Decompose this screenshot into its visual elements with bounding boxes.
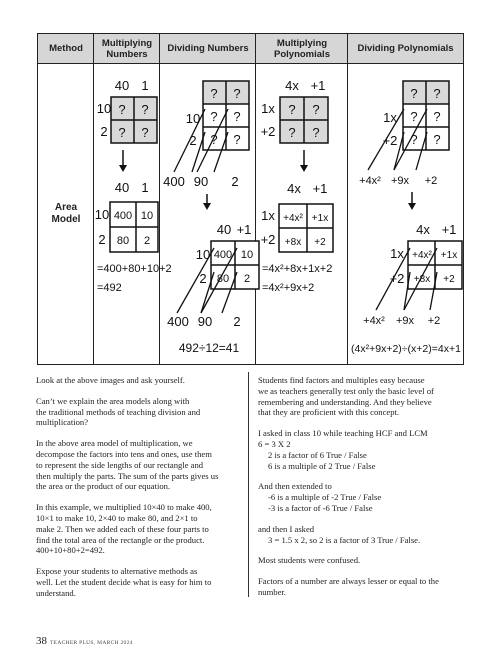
div-numbers-diagram <box>163 81 259 355</box>
row-header: 1x <box>390 246 404 261</box>
paragraph <box>36 438 241 492</box>
unknown-cell: ? <box>141 102 149 117</box>
row-label-area-model: Area Model <box>51 202 81 225</box>
area-model-figure <box>37 33 464 365</box>
col-header: +1 <box>310 78 326 93</box>
result-cell: +2 <box>314 237 326 248</box>
dividend-part: +9x <box>395 315 415 327</box>
unknown-cell: ? <box>118 102 126 117</box>
text-line: 3 = 1.5 x 2, so 2 is a factor of 3 True / False. <box>268 534 421 545</box>
unknown-cell: ? <box>233 132 241 147</box>
paragraph <box>258 375 468 418</box>
dividend-part: +2 <box>427 315 441 327</box>
unknown-cell: ? <box>210 109 218 124</box>
unknown-cell: ? <box>410 132 418 147</box>
text-line: we as teachers generally test only the basic level of <box>258 385 434 396</box>
text-line: multiplication? <box>36 417 89 428</box>
header-multiplying-numbers: Multiplying Numbers <box>94 34 160 64</box>
row-header: +2 <box>382 133 398 148</box>
unknown-cell: ? <box>118 125 126 140</box>
text-line: 400+10+80+2=492. <box>36 545 105 556</box>
area-model-diagrams <box>38 34 465 366</box>
row-header: 10 <box>195 247 211 262</box>
row-header: +2 <box>260 124 276 139</box>
div-poly-diagram <box>351 81 462 355</box>
col-header: +1 <box>236 222 252 237</box>
text-line: I asked in class 10 while teaching HCF and LCM <box>258 428 428 439</box>
result-cell: 400 <box>113 210 133 222</box>
dividend-part: +4x² <box>363 315 385 327</box>
sum-line: =4x²+8x+1x+2 <box>262 263 333 275</box>
text-line: Look at the above images and ask yourself. <box>36 375 185 385</box>
sum-line: =400+80+10+2 <box>97 263 172 275</box>
text-line: number. <box>258 586 286 597</box>
text-line: and then I asked <box>258 523 315 534</box>
text-line: And then extended to <box>258 481 332 492</box>
header-method: Method <box>38 34 94 64</box>
paragraph <box>258 576 468 598</box>
unknown-cell: ? <box>410 109 418 124</box>
unknown-cell: ? <box>312 102 320 117</box>
col-header: +1 <box>441 222 457 237</box>
text-line: In the above area model of multiplication, we <box>36 438 193 449</box>
row-header: 1x <box>383 110 397 125</box>
page-number: 38 <box>36 635 47 647</box>
unknown-cell: ? <box>233 86 241 101</box>
text-line: to represent the side lengths of our rectangle and <box>36 459 204 470</box>
text-line: well. Let the student decide what is easy for him to <box>36 576 212 587</box>
text-line: remembering and understanding. And they believe <box>258 396 432 407</box>
row-header: 2 <box>100 124 108 139</box>
col-header: 4x <box>287 181 301 196</box>
dividend-part: +4x² <box>359 175 381 187</box>
division-equation: (4x²+9x+2)÷(x+2)=4x+1 <box>351 343 461 355</box>
publication-name: TEACHER PLUS, MARCH 2024 <box>50 640 133 646</box>
col-header: 4x <box>285 78 299 93</box>
row-header: 1x <box>261 101 275 116</box>
text-line: make 2. Then we added each of these four parts to <box>36 523 209 534</box>
result-cell: 80 <box>116 235 130 247</box>
unknown-cell: ? <box>410 86 418 101</box>
header-dividing-numbers: Dividing Numbers <box>160 34 256 64</box>
col-header: +1 <box>312 181 328 196</box>
col-header: 4x <box>416 222 430 237</box>
text-line: Students find factors and multiples easy because <box>258 375 425 385</box>
paragraph <box>258 555 468 566</box>
row-header: 1x <box>261 208 275 223</box>
column-divider <box>248 372 249 597</box>
paragraph <box>36 566 241 598</box>
text-line: Most students were confused. <box>258 555 361 566</box>
header-dividing-polynomials: Dividing Polynomials <box>348 34 463 64</box>
dividend-part: +2 <box>424 175 438 187</box>
unknown-cell: ? <box>233 109 241 124</box>
unknown-cell: ? <box>210 132 218 147</box>
unknown-cell: ? <box>433 109 441 124</box>
text-line: the area or the product of our equation. <box>36 481 171 492</box>
dividend-part: 400 <box>163 174 185 189</box>
result-cell: +4x² <box>283 213 303 224</box>
unknown-cell: ? <box>312 125 320 140</box>
mult-numbers-diagram <box>95 78 172 294</box>
paragraph <box>36 502 241 556</box>
unknown-cell: ? <box>433 86 441 101</box>
unknown-cell: ? <box>288 125 296 140</box>
text-line: find the total area of the rectangle or the product. <box>36 534 205 545</box>
paragraph <box>36 375 241 386</box>
text-line: Factors of a number are always lesser or equal to the <box>258 576 439 587</box>
result-cell: +4x² <box>412 250 432 261</box>
unknown-cell: ? <box>433 132 441 147</box>
result-cell: +1x <box>311 213 329 224</box>
text-line: -3 is a factor of -6 True / False <box>268 502 373 513</box>
col-header: 1 <box>141 78 149 93</box>
row-header: 10 <box>94 207 110 222</box>
col-header: 1 <box>141 180 149 195</box>
result-cell: 10 <box>240 249 254 261</box>
result-cell: 10 <box>140 210 154 222</box>
unknown-cell: ? <box>141 125 149 140</box>
result-cell: 400 <box>213 249 233 261</box>
text-line: understand. <box>36 587 76 598</box>
dividend-part: 2 <box>233 314 241 329</box>
text-line: 10×1 to make 10, 2×40 to make 80, and 2×1 to <box>36 512 198 523</box>
result-line: =4x²+9x+2 <box>262 282 315 294</box>
col-header: 40 <box>114 78 130 93</box>
result-cell: +8x <box>413 274 431 285</box>
text-line: 6 = 3 X 2 <box>258 438 291 449</box>
result-cell: +1x <box>440 250 458 261</box>
text-line: then multiply the parts. The sum of the parts gives us <box>36 470 219 481</box>
result-cell: 80 <box>216 273 230 285</box>
dividend-part: +9x <box>390 175 410 187</box>
unknown-cell: ? <box>210 86 218 101</box>
unknown-cell: ? <box>288 102 296 117</box>
text-line: In this example, we multiplied 10×40 to make 400, <box>36 502 212 513</box>
result-line: =492 <box>97 282 122 294</box>
paragraph <box>36 396 241 428</box>
dividend-part: 90 <box>197 314 213 329</box>
text-line: Can’t we explain the area models along with <box>36 395 190 406</box>
paragraph <box>258 481 468 513</box>
text-line: the traditional methods of teaching division and <box>36 406 201 417</box>
left-text-column <box>36 375 241 609</box>
right-text-column <box>258 375 468 608</box>
dividend-part: 90 <box>193 174 209 189</box>
text-line: that they are proficient with this concept. <box>258 407 400 418</box>
row-header: 2 <box>98 232 106 247</box>
page-footer <box>36 631 133 649</box>
paragraph <box>258 428 468 471</box>
paragraph <box>258 524 468 546</box>
dividend-part: 400 <box>167 314 189 329</box>
text-line: decompose the factors into tens and ones, use them <box>36 448 212 459</box>
result-cell: 2 <box>243 273 251 285</box>
row-header: +2 <box>260 232 276 247</box>
row-header: 2 <box>199 271 207 286</box>
col-header: 40 <box>114 180 130 195</box>
text-line: 6 is a multiple of 2 True / False <box>268 460 376 471</box>
text-line: -6 is a multiple of -2 True / False <box>268 492 382 503</box>
text-line: Expose your students to alternative methods as <box>36 566 198 577</box>
col-header: 40 <box>216 222 232 237</box>
result-cell: +2 <box>443 274 455 285</box>
header-multiplying-polynomials: Multiplying Polynomials <box>256 34 348 64</box>
row-header: +2 <box>389 271 405 286</box>
result-cell: 2 <box>143 235 151 247</box>
dividend-part: 2 <box>231 174 239 189</box>
text-line: 2 is a factor of 6 True / False <box>268 449 367 460</box>
mult-poly-diagram <box>261 78 333 294</box>
division-equation: 492÷12=41 <box>178 341 240 355</box>
row-header: 10 <box>185 111 201 126</box>
result-cell: +8x <box>284 237 302 248</box>
row-header: 2 <box>189 133 197 148</box>
row-header: 10 <box>96 101 112 116</box>
